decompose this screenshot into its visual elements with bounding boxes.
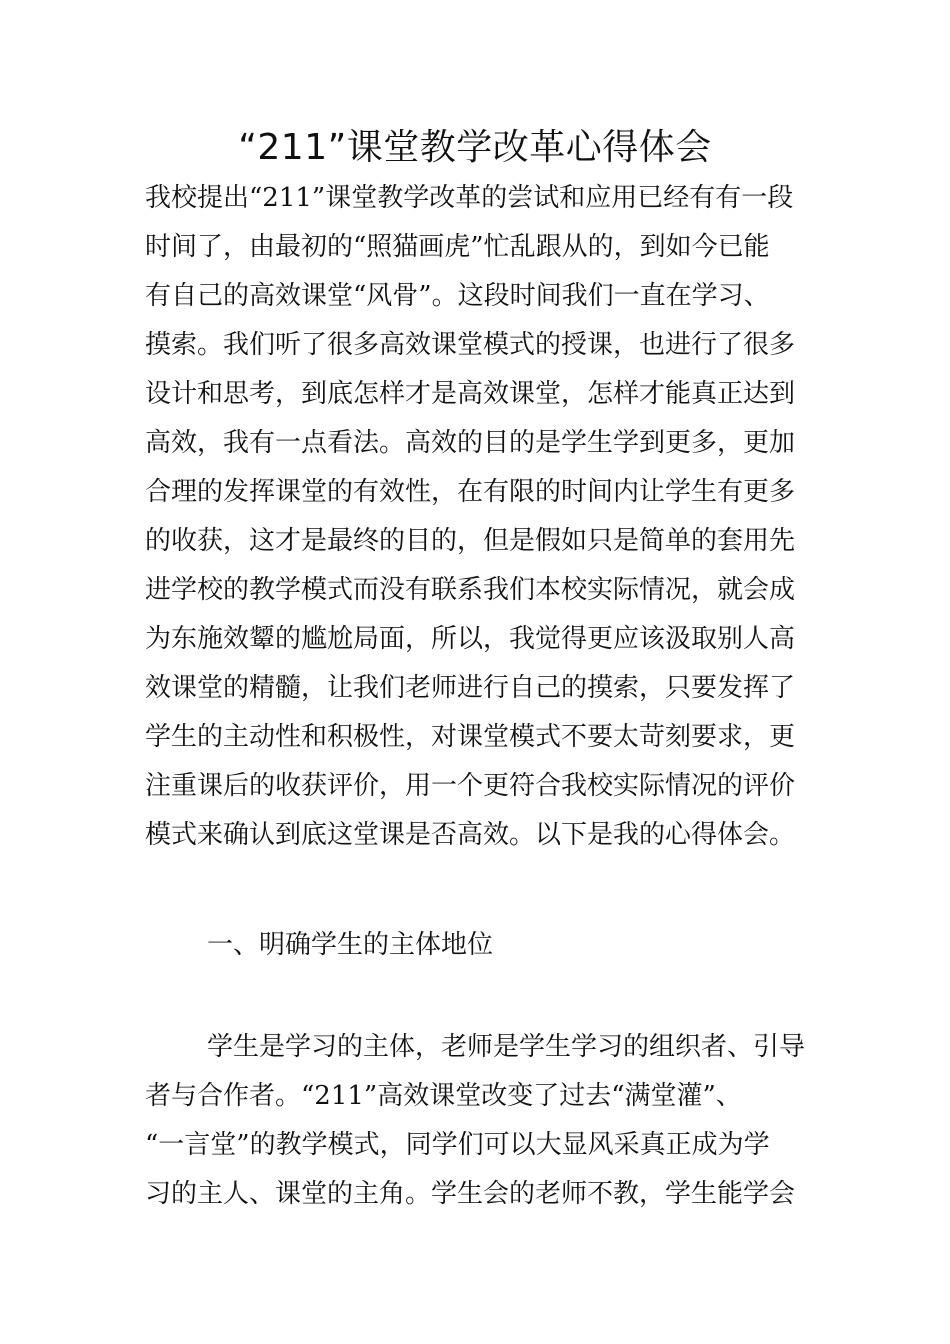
text-line: 注重课后的收获评价，用一个更符合我校实际情况的评价 xyxy=(145,771,796,801)
text-line: 学生的主动性和积极性，对课堂模式不要太苛刻要求，更 xyxy=(145,722,796,752)
text-line: 为东施效颦的尴尬局面，所以，我觉得更应该汲取别人高 xyxy=(145,624,796,654)
text-line: 习的主人、课堂的主角。学生会的老师不教，学生能学会 xyxy=(145,1179,796,1209)
intro-paragraph xyxy=(145,174,815,860)
section-heading-block xyxy=(145,921,815,970)
text-line: 摸索。我们听了很多高效课堂模式的授课，也进行了很多 xyxy=(145,330,796,360)
section-paragraph xyxy=(145,1023,815,1219)
text-line: 有自己的高效课堂“风骨”。这段时间我们一直在学习、 xyxy=(145,281,770,311)
text-line: “一言堂”的教学模式，同学们可以大显风采真正成为学 xyxy=(145,1130,770,1160)
text-line: 合理的发挥课堂的有效性，在有限的时间内让学生有更多 xyxy=(145,477,796,507)
text-line: 时间了，由最初的“照猫画虎”忙乱跟从的，到如今已能 xyxy=(145,232,770,262)
text-line: 的收获，这才是最终的目的，但是假如只是简单的套用先 xyxy=(145,526,796,556)
text-line: 效课堂的精髓，让我们老师进行自己的摸索，只要发挥了 xyxy=(145,673,796,703)
section-heading: 一、明确学生的主体地位 xyxy=(207,930,494,960)
document-title: “211”课堂教学改革心得体会 xyxy=(238,127,712,168)
text-line: 学生是学习的主体，老师是学生学习的组织者、引导 xyxy=(207,1032,806,1062)
text-line: 高效，我有一点看法。高效的目的是学生学到更多，更加 xyxy=(145,428,796,458)
text-line: 设计和思考，到底怎样才是高效课堂，怎样才能真正达到 xyxy=(145,379,796,409)
text-line: 者与合作者。“211”高效课堂改变了过去“满堂灌”、 xyxy=(145,1081,742,1111)
text-line: 进学校的教学模式而没有联系我们本校实际情况，就会成 xyxy=(145,575,796,605)
text-line: 我校提出“211”课堂教学改革的尝试和应用已经有有一段 xyxy=(145,183,794,213)
text-line: 模式来确认到底这堂课是否高效。以下是我的心得体会。 xyxy=(145,820,796,850)
